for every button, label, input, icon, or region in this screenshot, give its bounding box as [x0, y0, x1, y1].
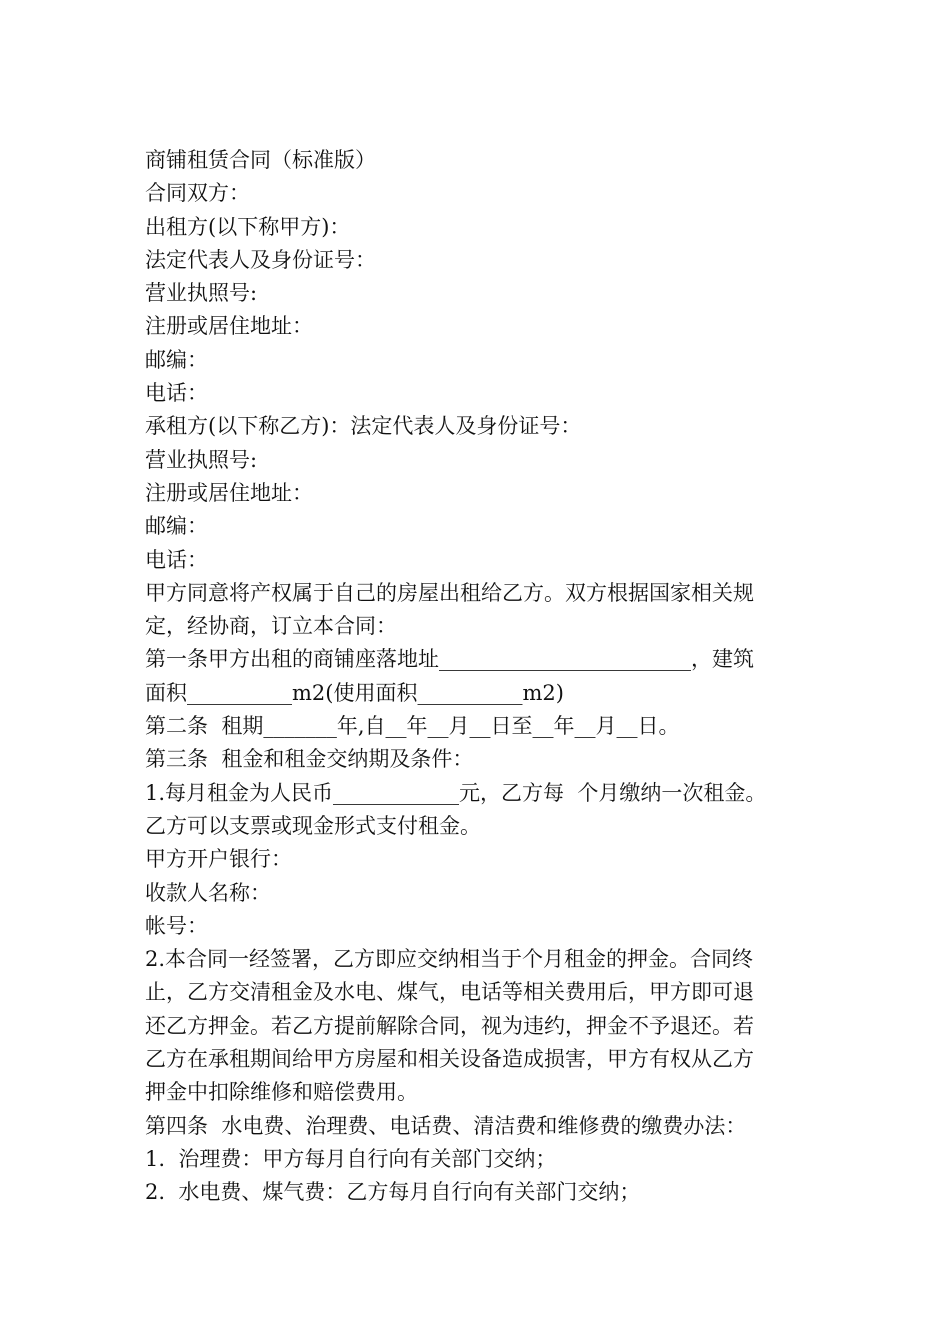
article-2-line: 第二条 租期_______年,自__年__月__日至__年__月__日。	[145, 714, 680, 739]
agreement-paragraph-line: 甲方同意将产权属于自己的房屋出租给乙方。双方根据国家相关规	[145, 580, 754, 605]
document-title: 商铺租赁合同（标准版）	[145, 148, 376, 172]
lessee-label: 承租方(以下称乙方)：法定代表人及身份证号：	[145, 414, 582, 439]
article-3-item-2-line: 还乙方押金。若乙方提前解除合同，视为违约，押金不予退还。若	[145, 1013, 754, 1038]
lessee-address: 注册或居住地址：	[145, 480, 313, 505]
lessor-license: 营业执照号:	[145, 281, 258, 306]
lessor-bank: 甲方开户银行：	[145, 847, 292, 872]
article-3-item-2-line: 止，乙方交清租金及水电、煤气，电话等相关费用后，甲方即可退	[145, 980, 754, 1005]
article-3-item-1-line: 1.每月租金为人民币____________元，乙方每 个月缴纳一次租金。	[145, 780, 767, 805]
account-number: 帐号：	[145, 913, 208, 938]
parties-heading: 合同双方：	[145, 181, 250, 206]
article-1-line: 第一条甲方出租的商铺座落地址________________________，建筑	[145, 647, 754, 672]
lessee-phone: 电话：	[145, 547, 208, 572]
lessee-postcode: 邮编：	[145, 514, 208, 539]
article-4-item-1: 1. 治理费：甲方每月自行向有关部门交纳；	[145, 1146, 557, 1171]
article-4-heading: 第四条 水电费、治理费、电话费、清洁费和维修费的缴费办法：	[145, 1113, 747, 1138]
article-3-item-2-line: 2.本合同一经签署，乙方即应交纳相当于个月租金的押金。合同终	[145, 947, 754, 972]
article-3-item-2-line: 乙方在承租期间给甲方房屋和相关设备造成损害，甲方有权从乙方	[145, 1047, 754, 1072]
lessor-phone: 电话：	[145, 381, 208, 406]
lessor-legal-rep: 法定代表人及身份证号：	[145, 247, 376, 272]
lessor-postcode: 邮编：	[145, 347, 208, 372]
lessee-license: 营业执照号:	[145, 447, 258, 472]
article-4-item-2: 2. 水电费、煤气费：乙方每月自行向有关部门交纳；	[145, 1180, 641, 1205]
article-3-item-2-line: 押金中扣除维修和赔偿费用。	[145, 1080, 418, 1105]
article-1-line: 面积__________m2(使用面积__________m2)	[145, 680, 564, 705]
document-body	[145, 144, 800, 1210]
article-3-item-1-line: 乙方可以支票或现金形式支付租金。	[145, 813, 481, 838]
lessor-label: 出租方(以下称甲方)：	[145, 214, 351, 239]
agreement-paragraph-line: 定，经协商，订立本合同：	[145, 614, 397, 639]
lessor-address: 注册或居住地址：	[145, 314, 313, 339]
article-3-heading: 第三条 租金和租金交纳期及条件：	[145, 747, 474, 772]
payee-name: 收款人名称：	[145, 880, 271, 905]
